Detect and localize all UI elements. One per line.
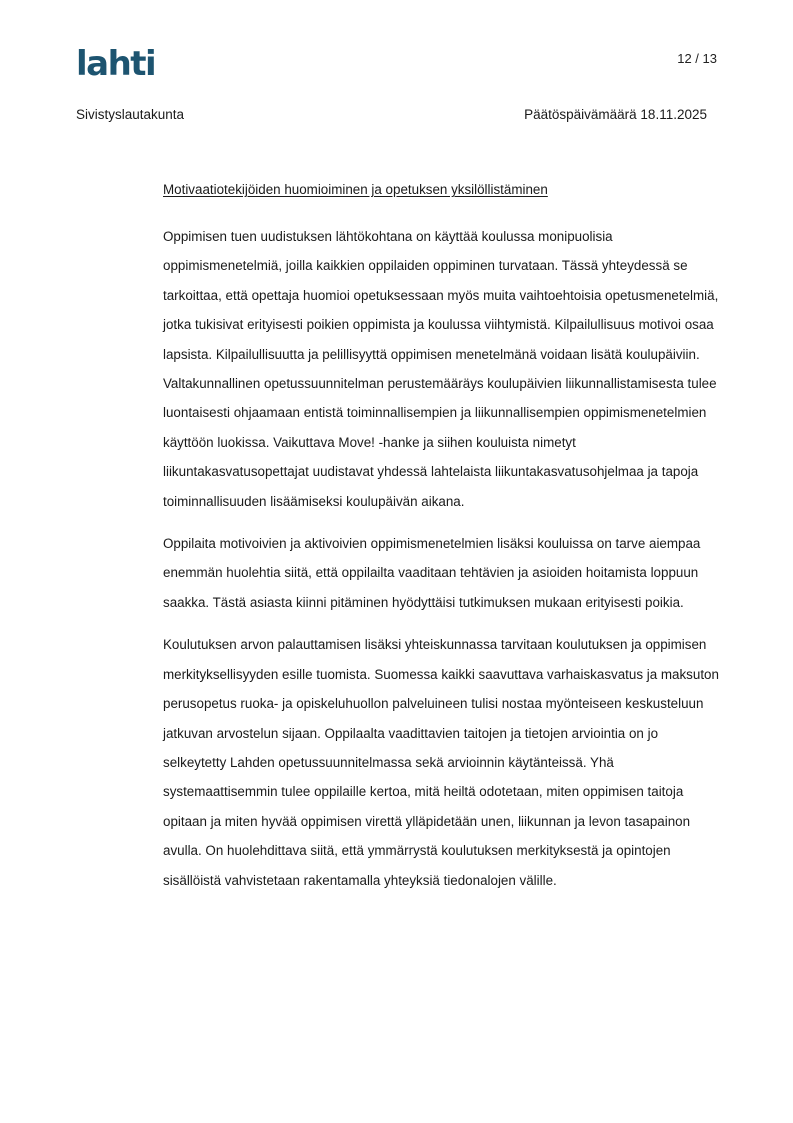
lahti-logo: lahti — [76, 44, 156, 84]
decision-date: Päätöspäivämäärä 18.11.2025 — [524, 107, 707, 122]
page-number: 12 / 13 — [677, 51, 717, 66]
document-body — [163, 180, 719, 895]
department-name: Sivistyslautakunta — [76, 107, 185, 122]
paragraph: Oppilaita motivoivien ja aktivoivien oppimismenetelmien lisäksi kouluissa on tarve aiempaa enemmän huolehtia siitä, että oppilailta vaaditaan tehtävien ja asioiden hoitamista loppuun saakka. Tästä asiasta kiinni pitäminen hyödyttäisi tutkimuksen mukaan erityisesti poikia. — [163, 536, 701, 610]
paragraph: Koulutuksen arvon palauttamisen lisäksi yhteiskunnassa tarvitaan koulutuksen ja oppimisen merkityksellisyyden esille tuomista. Suomessa kaikki saavuttava varhaiskasvatus ja maksuton perusopetus ruoka- ja opiskeluhuollon palveluineen tulisi nostaa myönteiseen keskusteluun jatkuvan arvostelun sijaan. Oppilaalta vaadittavien taitojen ja tietojen arviointia on jo selkeytetty Lahden opetussuunnitelmassa sekä arvioinnin käytänteissä. Yhä systemaattisemmin tulee oppilaille kertoa, mitä heiltä odotetaan, miten oppimisen taitoja opitaan ja miten hyvää oppimisen virettä ylläpidetään unen, liikunnan ja levon tasapainon avulla. On huolehdittava siitä, että ymmärrystä koulutuksen merkityksestä ja opintojen sisällöistä vahvistetaan rakentamalla yhteyksiä tiedonalojen välille. — [163, 637, 719, 888]
paragraph: Oppimisen tuen uudistuksen lähtökohtana on käyttää koulussa monipuolisia oppimismenetelmiä, joilla kaikkien oppilaiden oppiminen turvataan. Tässä yhteydessä se tarkoittaa, että opettaja huomioi opetuksessaan myös muita vaihtoehtoisia opetusmenetelmiä, jotka tukisivat erityisesti poikien oppimista ja koulussa viihtymistä. Kilpailullisuus motivoi osaa lapsista. Kilpailullisuutta ja pelillisyyttä oppimisen menetelmänä voidaan lisätä koulupäiviin. Valtakunnallinen opetussuunnitelman perustemääräys koulupäivien liikunnallistamisesta tulee luontaisesti ohjaamaan entistä toiminnallisempien ja liikunnallisempien oppimismenetelmien käyttöön luokissa. Vaikuttava Move! -hanke ja siihen kouluista nimetyt liikuntakasvatusopettajat uudistavat yhdessä lahtelaista liikuntakasvatusohjelmaa ja tapoja toiminnallisuuden lisäämiseksi koulupäivän aikana. — [163, 229, 719, 509]
section-title: Motivaatiotekijöiden huomioiminen ja opetuksen yksilöllistäminen — [163, 182, 548, 197]
